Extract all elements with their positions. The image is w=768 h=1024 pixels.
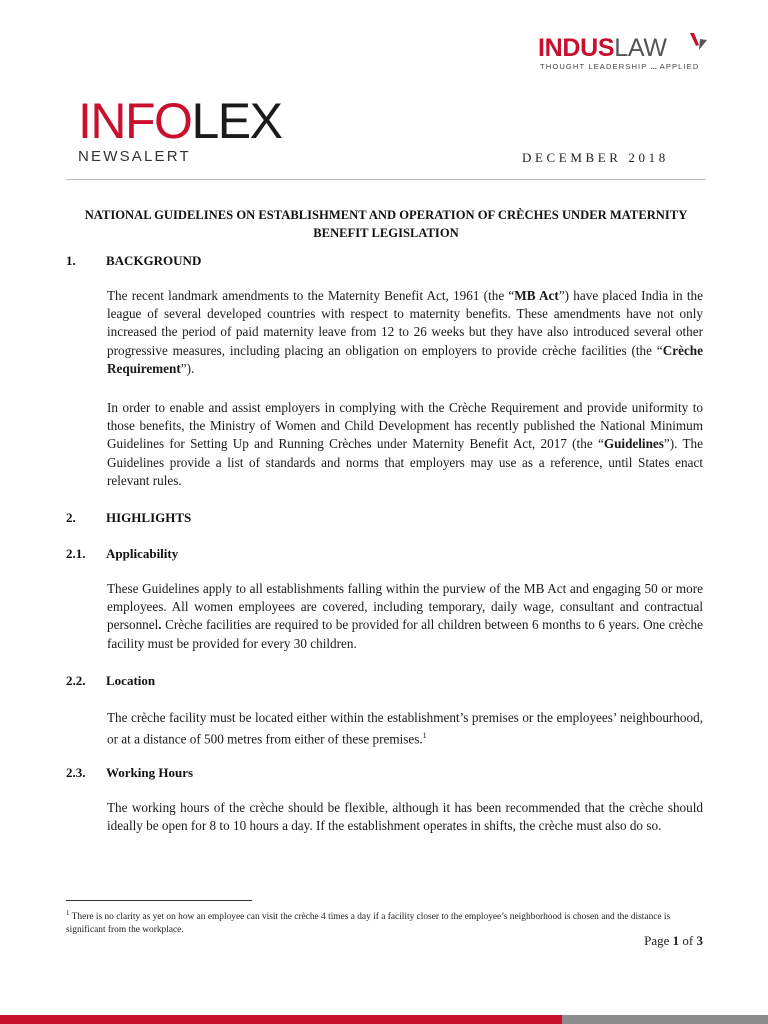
- defined-term: Guidelines: [603, 436, 664, 452]
- section-number: 2.3.: [66, 765, 86, 780]
- footnote-divider: [66, 900, 252, 901]
- logo-wordmark: [538, 34, 667, 62]
- subsection-heading-location: [66, 672, 706, 690]
- issue-date: DECEMBER 2018: [522, 150, 669, 165]
- page-number: [580, 933, 703, 949]
- infolex-title-lex: LEX: [191, 93, 282, 149]
- document-title: NATIONAL GUIDELINES ON ESTABLISHMENT AND OPERATION OF CRÈCHES UNDER MATERNITY BENEFIT LEGISLATION: [84, 208, 688, 240]
- page-of: of: [679, 933, 697, 948]
- background-paragraph-2: [107, 399, 703, 490]
- section-number: 1.: [66, 253, 76, 268]
- subsection-heading-working-hours: [66, 764, 706, 782]
- section-heading-background: [66, 252, 706, 270]
- infolex-title: [78, 93, 282, 149]
- section-number: 2.1.: [66, 546, 86, 561]
- logo-name-indus: INDUS: [538, 34, 615, 62]
- text-run: These Guidelines apply to all establishments falling within the purview of the MB Act and engaging 50 or more employees. All women employees are covered, including temporary, daily wage, consultant and contractual personnel: [107, 581, 703, 633]
- subsection-heading-applicability: [66, 545, 706, 563]
- section-heading-highlights: [66, 509, 706, 527]
- footnote-reference[interactable]: 1: [422, 731, 427, 741]
- defined-term: MB Act: [514, 288, 559, 303]
- text-run: The crèche facility must be located either within the establishment’s premises or the employees’ neighbourhood, or at a distance of 500 metres from either of these premises.: [107, 710, 703, 747]
- working-hours-paragraph: The working hours of the crèche should be flexible, although it has been recommended that the crèche should ideally be open for 8 to 10 hours a day. If the establishment operates in shifts, the crèche must also do so.: [107, 800, 703, 834]
- footnote-marker: 1: [66, 909, 70, 917]
- tagline-part2: APPLIED: [659, 62, 700, 71]
- tagline-part1: THOUGHT LEADERSHIP: [540, 62, 648, 71]
- page-current: 1: [672, 933, 680, 948]
- section-title: Working Hours: [106, 765, 194, 780]
- masthead: [78, 93, 282, 165]
- footnote-text: There is no clarity as yet on how an employee can visit the crèche 4 times a day if a facility closer to the employee’s neighborhood is chosen and the distance is significant from the workplace.: [66, 912, 671, 936]
- text-run-bold: .: [158, 617, 162, 633]
- section-title: BACKGROUND: [106, 253, 202, 268]
- location-paragraph: [107, 709, 703, 749]
- induslaw-logo: [538, 34, 708, 74]
- tagline-dots: ...: [650, 62, 657, 71]
- text-run: The recent landmark amendments to the Maternity Benefit Act, 1961 (the “: [107, 288, 515, 303]
- page-label: Page: [644, 933, 673, 948]
- background-paragraph-1: [107, 287, 703, 378]
- applicability-paragraph: [107, 580, 703, 653]
- section-number: 2.: [66, 510, 76, 525]
- logo-check-icon: [687, 31, 709, 53]
- infolex-title-info: INFO: [78, 93, 192, 149]
- text-run: ”) have placed India in the league of several developed countries with respect to maternity benefits. These amendments have not only increased the period of paid maternity leave from 12 to 26 weeks but they have also introduced several other progressive measures, including placing an obligation on employers to provide crèche facilities (the “: [107, 288, 703, 358]
- text-run: ”). The Guidelines provide a list of standards and norms that employers may use as a reference, until States enact relevant rules.: [107, 436, 703, 488]
- logo-tagline: [540, 62, 699, 71]
- section-number: 2.2.: [66, 673, 86, 688]
- text-run: In order to enable and assist employers in complying with the Crèche Requirement and provide uniformity to those benefits, the Ministry of Women and Child Development has recently published the National Minimum Guidelines for Setting Up and Running Crèches under Maternity Benefit Act, 2017 (the “: [107, 400, 703, 452]
- section-title: Applicability: [106, 546, 179, 561]
- text-run: ”).: [180, 360, 195, 376]
- section-title: HIGHLIGHTS: [106, 510, 192, 525]
- section-title: Location: [106, 673, 156, 688]
- newsalert-subtitle: NEWSALERT: [78, 148, 191, 165]
- footer-bar-red: [0, 1015, 562, 1024]
- text-run: Crèche facilities are required to be provided for all children between 6 months to 6 years. One crèche facility must be provided for every 30 children.: [107, 617, 703, 651]
- page-total: 3: [696, 933, 703, 948]
- footer-bar-grey: [562, 1015, 768, 1024]
- defined-term: Crèche Requirement: [107, 342, 703, 376]
- header-divider: [66, 179, 706, 180]
- logo-name-law: LAW: [614, 34, 667, 62]
